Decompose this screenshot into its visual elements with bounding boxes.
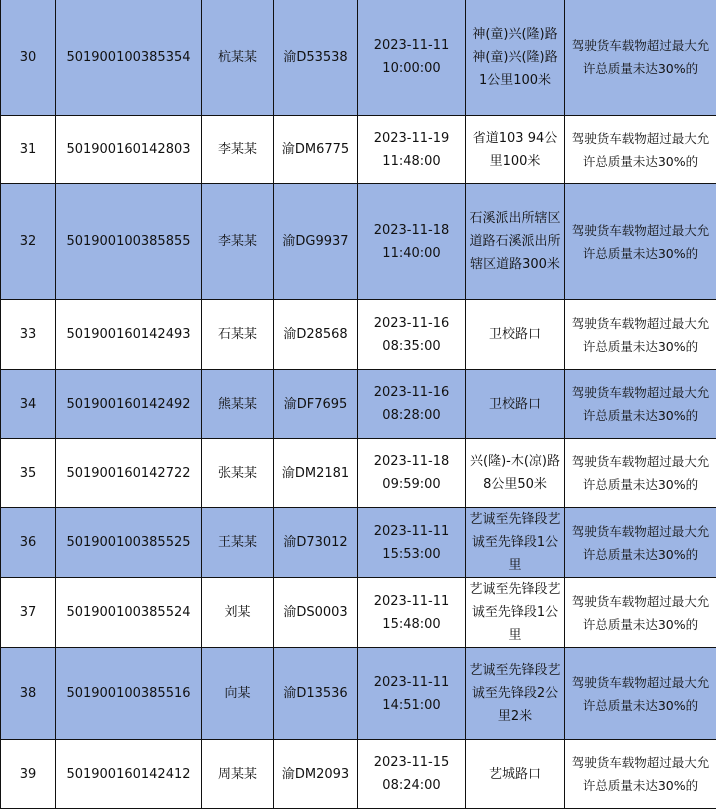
violation-date: 2023-11-15 [373, 755, 450, 770]
row-number: 37 [1, 578, 56, 648]
plate-number: 渝DS0003 [274, 578, 358, 648]
table-row [1, 508, 716, 578]
violation-datetime [358, 184, 466, 300]
plate-number: 渝D73012 [274, 508, 358, 578]
violation-location: 神(童)兴(隆)路神(童)兴(隆)路1公里100米 [466, 0, 565, 116]
table-row [1, 0, 716, 116]
party-name: 张某某 [202, 439, 274, 508]
violation-description: 驾驶货车载物超过最大允许总质量未达30%的 [565, 116, 716, 184]
plate-number: 渝DM2181 [274, 439, 358, 508]
row-number: 32 [1, 184, 56, 300]
plate-number: 渝DF7695 [274, 370, 358, 439]
plate-number: 渝DM6775 [274, 116, 358, 184]
violation-description: 驾驶货车载物超过最大允许总质量未达30%的 [565, 508, 716, 578]
document-number: 501900100385354 [56, 0, 202, 116]
document-number: 501900100385855 [56, 184, 202, 300]
violation-description: 驾驶货车载物超过最大允许总质量未达30%的 [565, 370, 716, 439]
party-name: 石某某 [202, 300, 274, 370]
violation-description: 驾驶货车载物超过最大允许总质量未达30%的 [565, 648, 716, 740]
row-number: 39 [1, 740, 56, 809]
row-number: 30 [1, 0, 56, 116]
violation-time: 11:40:00 [382, 245, 441, 261]
document-number: 501900160142493 [56, 300, 202, 370]
violation-time: 15:48:00 [382, 616, 441, 632]
party-name: 熊某某 [202, 370, 274, 439]
plate-number: 渝D13536 [274, 648, 358, 740]
row-number: 33 [1, 300, 56, 370]
table-row [1, 184, 716, 300]
plate-number: 渝DG9937 [274, 184, 358, 300]
table-row [1, 370, 716, 439]
violation-datetime [358, 578, 466, 648]
table-row [1, 439, 716, 508]
party-name: 李某某 [202, 116, 274, 184]
violation-time: 08:35:00 [382, 338, 441, 354]
violation-datetime [358, 648, 466, 740]
violation-location: 省道103 94公里100米 [466, 116, 565, 184]
table-row [1, 116, 716, 184]
table-row [1, 648, 716, 740]
violation-description: 驾驶货车载物超过最大允许总质量未达30%的 [565, 578, 716, 648]
plate-number: 渝D53538 [274, 0, 358, 116]
row-number: 31 [1, 116, 56, 184]
violation-description: 驾驶货车载物超过最大允许总质量未达30%的 [565, 300, 716, 370]
violation-description: 驾驶货车载物超过最大允许总质量未达30%的 [565, 439, 716, 508]
document-number: 501900160142492 [56, 370, 202, 439]
violation-location: 艺诚至先锋段艺诚至先锋段2公里2米 [466, 648, 565, 740]
plate-number: 渝DM2093 [274, 740, 358, 809]
violation-date: 2023-11-11 [373, 674, 450, 690]
party-name: 王某某 [202, 508, 274, 578]
violation-datetime [358, 116, 466, 184]
violation-date: 2023-11-11 [373, 593, 450, 609]
table-row [1, 300, 716, 370]
document-number: 501900100385516 [56, 648, 202, 740]
violation-location: 卫校路口 [466, 300, 565, 370]
violation-time: 09:59:00 [382, 477, 441, 492]
violation-date: 2023-11-19 [373, 130, 450, 146]
party-name: 杭某某 [202, 0, 274, 116]
party-name: 向某 [202, 648, 274, 740]
violation-time: 10:00:00 [382, 61, 441, 76]
violation-time: 14:51:00 [382, 697, 441, 713]
violation-datetime [358, 740, 466, 809]
document-number: 501900100385525 [56, 508, 202, 578]
party-name: 李某某 [202, 184, 274, 300]
party-name: 周某某 [202, 740, 274, 809]
violation-datetime [358, 370, 466, 439]
violation-date: 2023-11-16 [373, 315, 450, 331]
table-body [1, 0, 716, 809]
violation-description: 驾驶货车载物超过最大允许总质量未达30%的 [565, 0, 716, 116]
row-number: 34 [1, 370, 56, 439]
party-name: 刘某 [202, 578, 274, 648]
violation-location: 艺诚至先锋段艺诚至先锋段1公里 [466, 578, 565, 648]
violation-datetime [358, 300, 466, 370]
violation-description: 驾驶货车载物超过最大允许总质量未达30%的 [565, 740, 716, 809]
violation-location: 石溪派出所辖区道路石溪派出所辖区道路300米 [466, 184, 565, 300]
violation-date: 2023-11-18 [373, 454, 450, 469]
violation-description: 驾驶货车载物超过最大允许总质量未达30%的 [565, 184, 716, 300]
document-number: 501900160142722 [56, 439, 202, 508]
table-row [1, 740, 716, 809]
violation-date: 2023-11-11 [373, 523, 450, 539]
document-number: 501900160142803 [56, 116, 202, 184]
violation-time: 15:53:00 [382, 546, 441, 562]
document-number: 501900100385524 [56, 578, 202, 648]
violation-datetime [358, 439, 466, 508]
violation-date: 2023-11-16 [373, 385, 450, 400]
violation-location: 卫校路口 [466, 370, 565, 439]
violation-time: 11:48:00 [382, 153, 441, 169]
violation-date: 2023-11-11 [373, 38, 450, 53]
violation-datetime [358, 0, 466, 116]
violation-date: 2023-11-18 [373, 222, 450, 238]
violation-location: 兴(隆)-木(凉)路 8公里50米 [466, 439, 565, 508]
row-number: 36 [1, 508, 56, 578]
violation-datetime [358, 508, 466, 578]
plate-number: 渝D28568 [274, 300, 358, 370]
document-number: 501900160142412 [56, 740, 202, 809]
violation-time: 08:24:00 [382, 778, 441, 793]
row-number: 35 [1, 439, 56, 508]
violation-location: 艺诚至先锋段艺诚至先锋段1公里 [466, 508, 565, 578]
row-number: 38 [1, 648, 56, 740]
violation-time: 08:28:00 [382, 408, 441, 423]
table-row [1, 578, 716, 648]
violation-location: 艺城路口 [466, 740, 565, 809]
